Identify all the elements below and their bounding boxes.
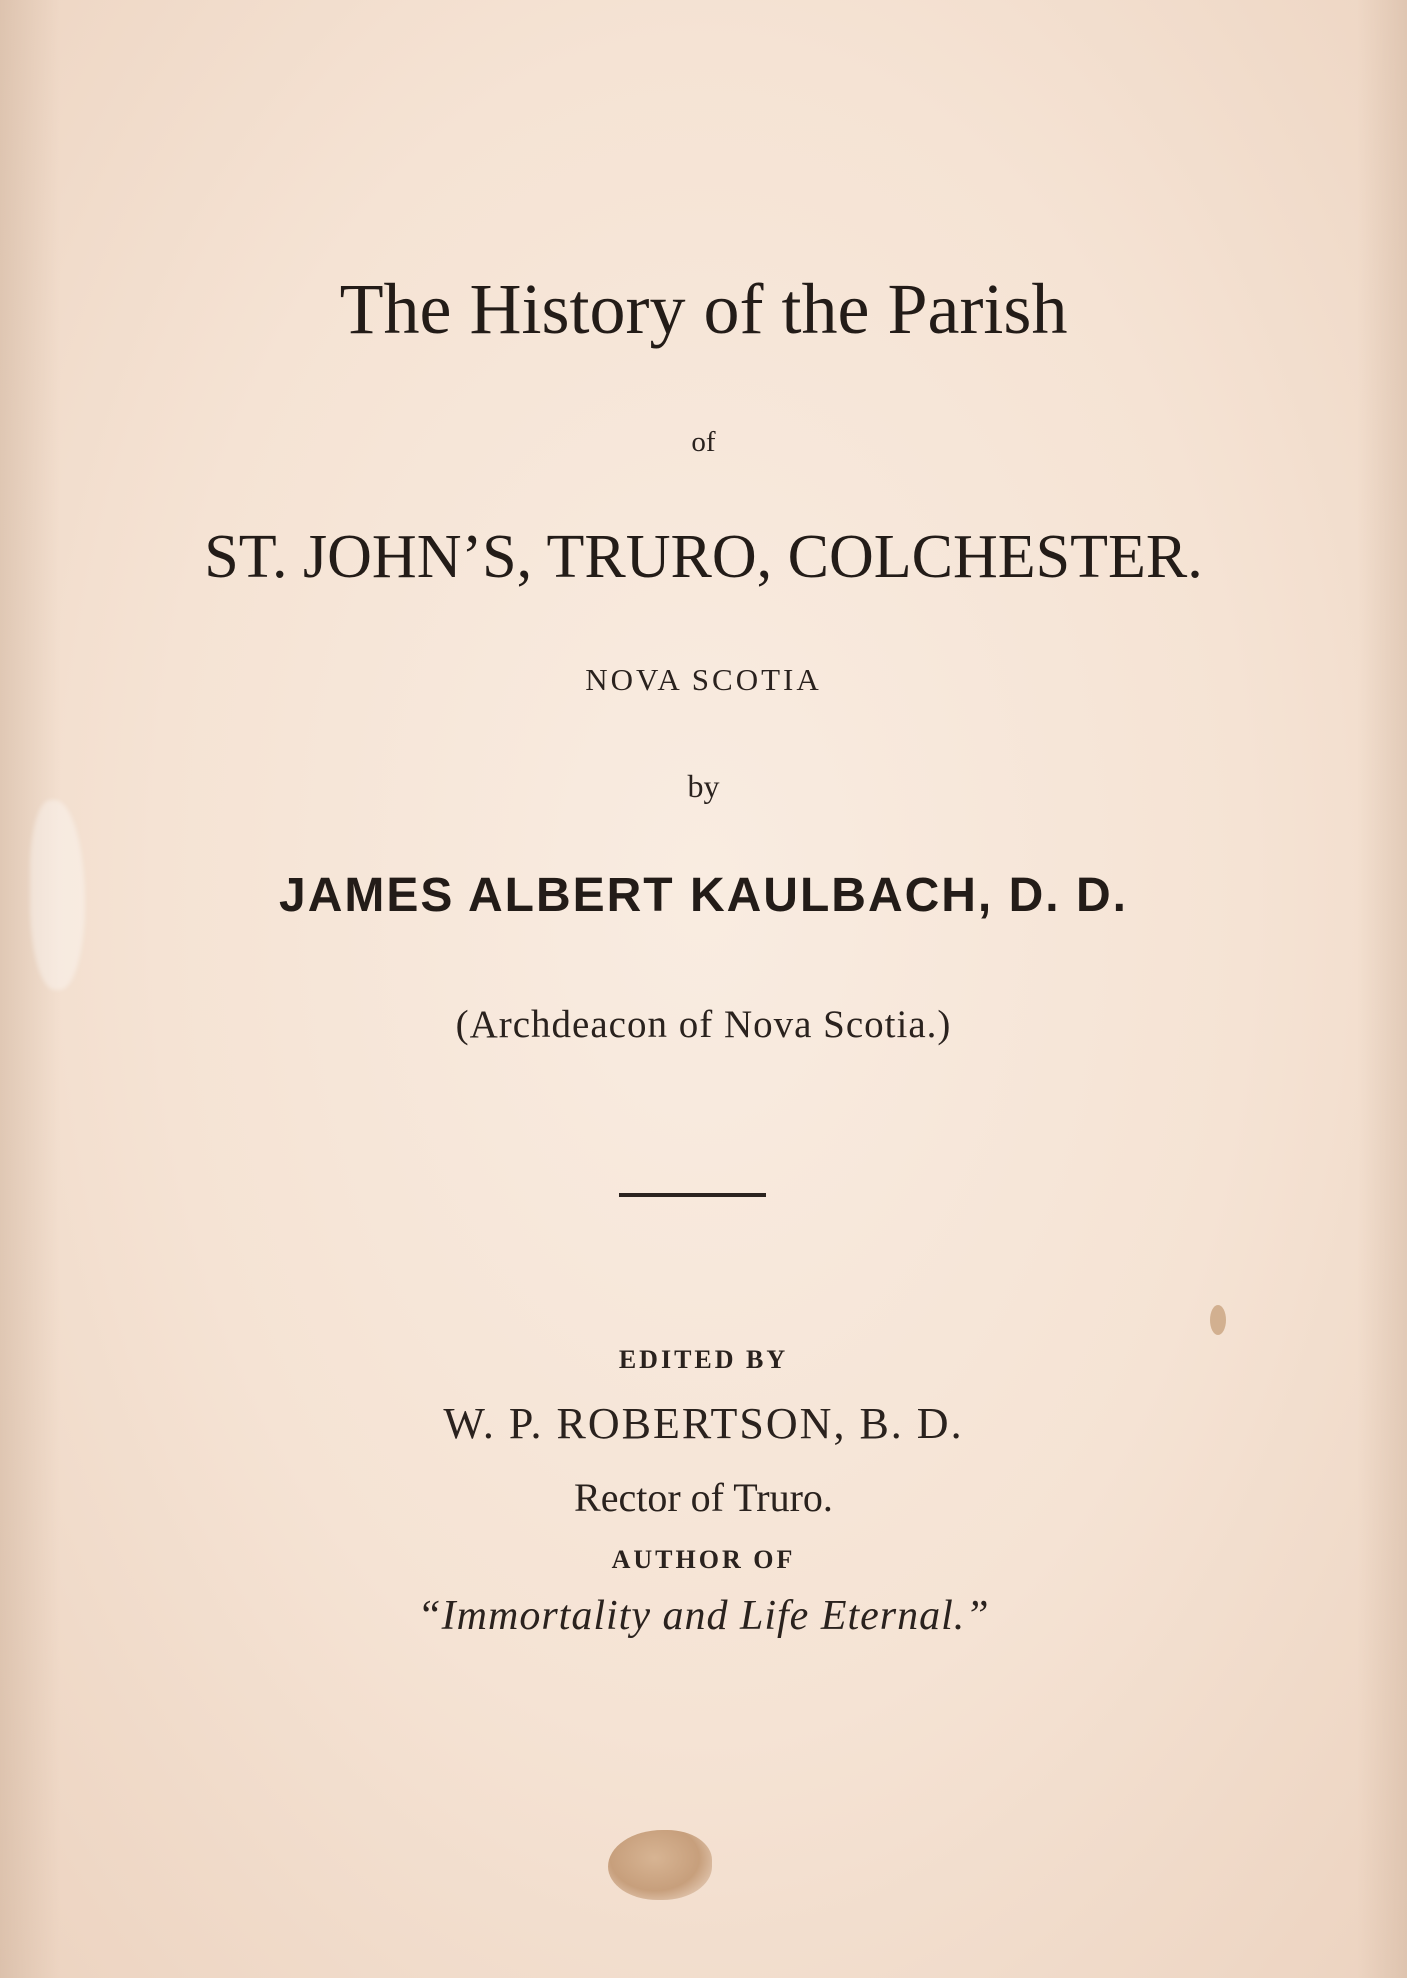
title-connector-of: of: [691, 426, 716, 458]
byline-by: by: [687, 768, 720, 804]
editor-other-work-title: “Immortality and Life Eternal.”: [417, 1593, 990, 1639]
province-name: NOVA SCOTIA: [585, 662, 822, 697]
paper-stain: [608, 1830, 712, 1900]
book-title: The History of the Parish: [339, 269, 1068, 349]
author-of-label: AUTHOR OF: [611, 1545, 796, 1574]
editor-name: W. P. ROBERTSON, B. D.: [443, 1399, 964, 1448]
editor-role: Rector of Truro.: [574, 1475, 833, 1520]
edited-by-label: EDITED BY: [618, 1345, 789, 1374]
author-name: JAMES ALBERT KAULBACH, D. D.: [279, 869, 1128, 922]
author-role: (Archdeacon of Nova Scotia.): [455, 1003, 952, 1046]
divider-rule: [619, 1193, 766, 1197]
paper-speck-stain: [1210, 1305, 1226, 1335]
parish-name: ST. JOHN’S, TRURO, COLCHESTER.: [204, 523, 1203, 591]
